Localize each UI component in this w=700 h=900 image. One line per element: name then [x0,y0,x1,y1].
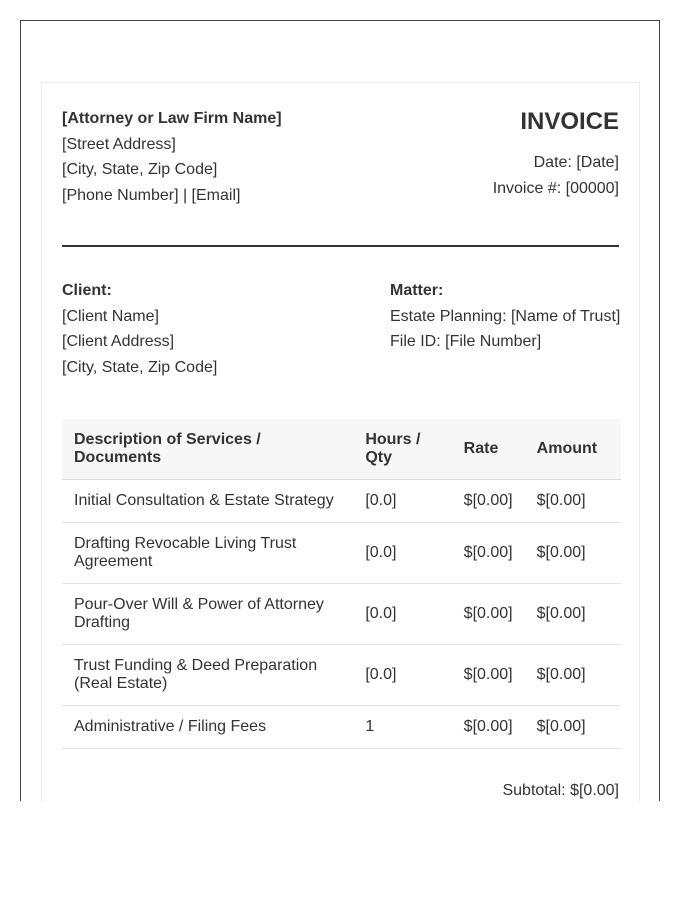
firm-name: [Attorney or Law Firm Name] [62,110,282,127]
invoice-info [493,106,619,201]
client-name: [Client Name] [62,307,159,325]
row-description: Drafting Revocable Living Trust Agreement [62,523,353,584]
row-description: Initial Consultation & Estate Strategy [62,480,353,523]
client-info [62,278,217,380]
client-city: [City, State, Zip Code] [62,358,218,376]
table-row [62,645,621,706]
header-hours: Hours / Qty [353,419,451,480]
firm-city: [City, State, Zip Code] [62,161,218,178]
matter-info [390,278,620,355]
services-table [62,419,621,749]
matter-description: Estate Planning: [Name of Trust] [390,307,621,325]
row-description: Pour-Over Will & Power of Attorney Drafting [62,584,353,645]
row-hours: [0.0] [353,645,451,706]
row-amount: $[0.00] [525,706,621,749]
header-divider [62,245,619,247]
row-rate: $[0.00] [452,480,525,523]
table-row [62,480,621,523]
invoice-date: Date: [Date] [533,154,619,171]
row-rate: $[0.00] [452,523,525,584]
row-rate: $[0.00] [452,584,525,645]
row-hours: 1 [353,706,451,749]
subtotal: Subtotal: $[0.00] [502,782,619,799]
row-amount: $[0.00] [525,523,621,584]
header-description: Description of Services / Documents [62,419,353,480]
document-page [20,20,660,801]
invoice-number: Invoice #: [00000] [492,179,619,197]
row-amount: $[0.00] [525,480,621,523]
firm-street: [Street Address] [62,135,176,153]
row-amount: $[0.00] [525,645,621,706]
matter-heading: Matter: [390,282,444,299]
row-rate: $[0.00] [452,706,525,749]
row-hours: [0.0] [353,584,451,645]
client-address: [Client Address] [62,333,175,350]
row-description: Trust Funding & Deed Preparation (Real Estate) [62,645,353,706]
invoice-card [41,82,640,801]
header-rate: Rate [452,419,525,480]
row-amount: $[0.00] [525,584,621,645]
firm-contact: [Phone Number] | [Email] [62,186,241,204]
header-amount: Amount [525,419,621,480]
row-hours: [0.0] [353,523,451,584]
firm-info [62,106,282,208]
row-hours: [0.0] [353,480,451,523]
table-row [62,584,621,645]
invoice-title: INVOICE [520,108,619,135]
client-heading: Client: [62,282,112,299]
table-row [62,706,621,749]
table-row [62,523,621,584]
matter-file-id: File ID: [File Number] [390,333,542,350]
table-header-row [62,419,621,480]
row-description: Administrative / Filing Fees [62,706,353,749]
row-rate: $[0.00] [452,645,525,706]
